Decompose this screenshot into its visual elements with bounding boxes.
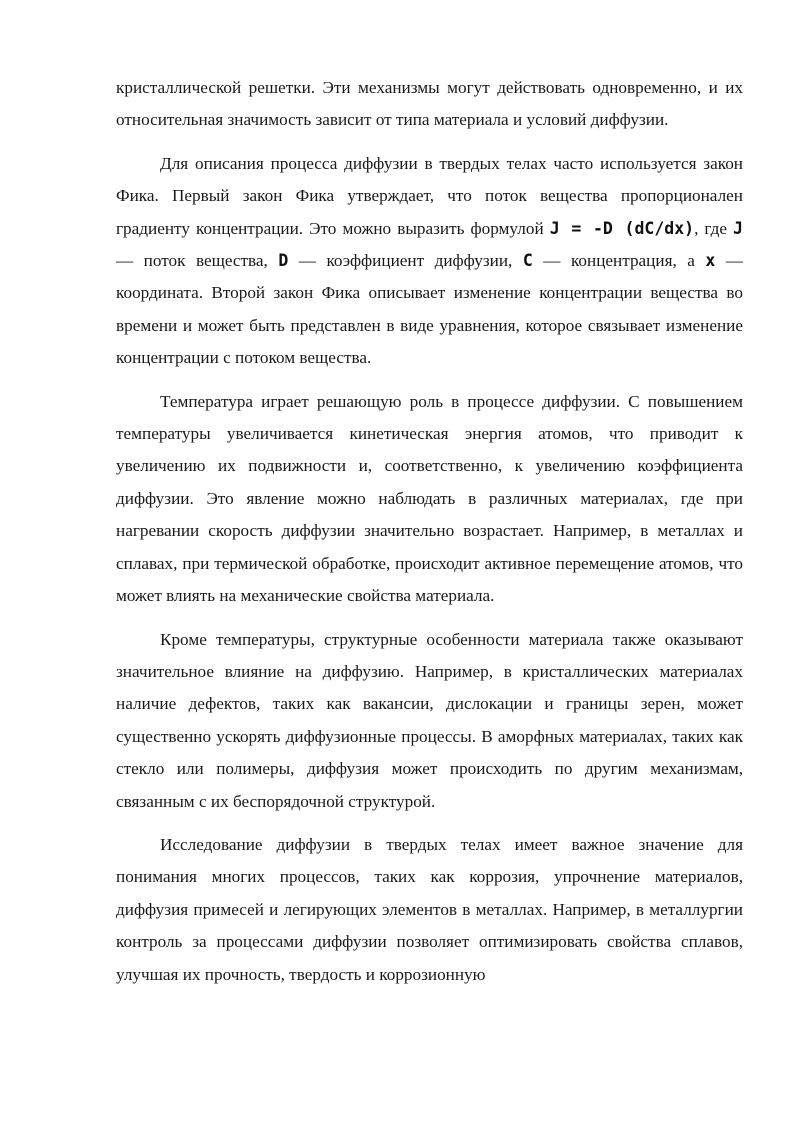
formula-code: C — [522, 251, 533, 271]
paragraph — [116, 148, 743, 375]
paragraph-text: — координата. Второй закон Фика описывает изменение концентрации вещества во времени и может быть представлен в виде уравнения, которое связывает изменение концентрации с потоком вещества. — [116, 251, 744, 368]
paragraph-text: Температура играет решающую роль в процессе диффузии. С повышением температуры увеличивается кинетическая энергия атомов, что приводит к увеличению их подвижности и, соответственно, к увеличению коэффициента диффузии. Это явление можно наблюдать в различных материалах, где при нагревании скорость диффузии значительно возрастает. Например, в металлах и сплавах, при термической обработке, происходит активное перемещение атомов, что может влиять на механические свойства материала. — [116, 391, 743, 606]
formula-code: J — [733, 218, 743, 238]
paragraph — [116, 386, 743, 613]
paragraph-text: — поток вещества, — [116, 251, 279, 271]
formula-code: x — [705, 251, 716, 271]
paragraph-text: , где — [694, 218, 734, 238]
paragraph-text: кристаллической решетки. Эти механизмы могут действовать одновременно, и их относительная значимость зависит от типа материала и условий диффузии. — [116, 78, 743, 130]
paragraph-text: — коэффициент диффузии, — [288, 251, 523, 271]
formula-code: D — [278, 251, 289, 271]
paragraph-text: — концентрация, а — [532, 251, 706, 271]
paragraph-text: Для описания процесса диффузии в твердых телах часто используется закон Фика. Первый закон Фика утверждает, что поток вещества пропорционален градиенту концентрации. Это можно выразить формулой — [116, 153, 743, 238]
paragraph — [116, 624, 743, 818]
formula-code: J = -D (dC/dx) — [549, 218, 695, 238]
paragraph-text: Исследование диффузии в твердых телах имеет важное значение для понимания многих процессов, таких как коррозия, упрочнение материалов, диффузия примесей и легирующих элементов в металлах. Например, в металлургии контроль за процессами диффузии позволяет оптимизировать свойства сплавов, улучшая их прочность, твердость и коррозионную — [116, 834, 743, 984]
paragraph — [116, 72, 743, 137]
paragraph-text: Кроме температуры, структурные особенности материала также оказывают значительное влияние на диффузию. Например, в кристаллических материалах наличие дефектов, таких как вакансии, дислокации и границы зерен, может существенно ускорять диффузионные процессы. В аморфных материалах, таких как стекло или полимеры, диффузия может происходить по другим механизмам, связанным с их беспорядочной структурой. — [116, 629, 743, 811]
paragraph — [116, 829, 743, 991]
body-text — [116, 72, 743, 1002]
